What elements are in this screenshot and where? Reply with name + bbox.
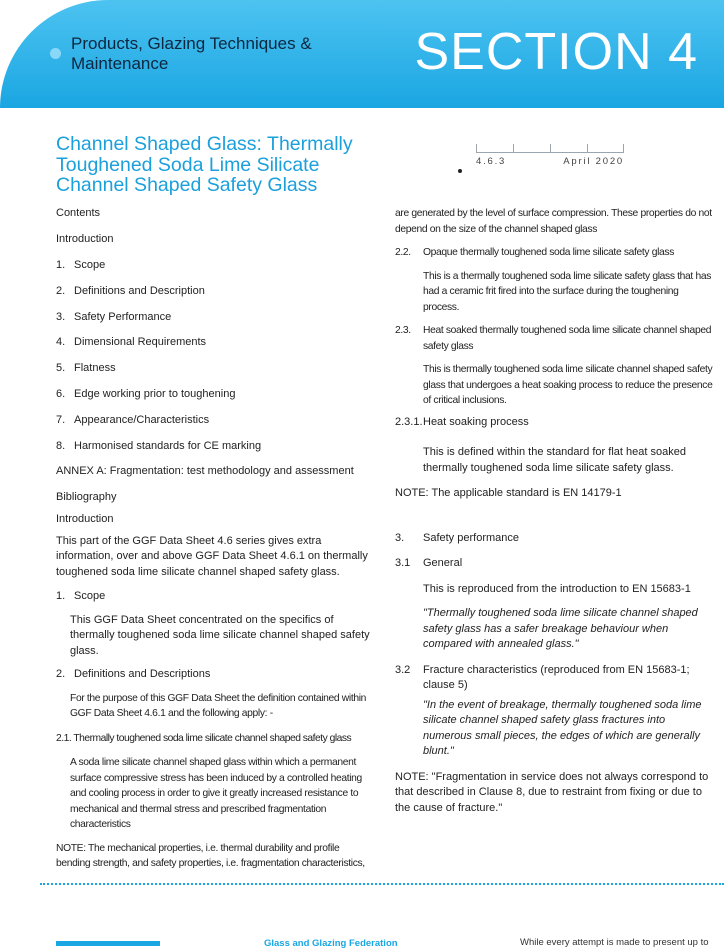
bullet-dot-icon [50,48,61,59]
contents-item-number: 3. [56,310,66,323]
contents-item[interactable] [56,258,376,284]
section-header-banner [0,0,724,108]
footer-organisation: Glass and Glazing Federation [264,938,398,949]
contents-item-label: Safety Performance [74,310,172,323]
scope-text: This GGF Data Sheet concentrated on the specifics of thermally toughened soda lime silicate channel shaped safety glass. [70,613,370,657]
contents-item[interactable] [56,284,376,310]
contents-item[interactable] [56,387,376,413]
footer-divider [40,883,724,885]
section-2-3-1-title: Heat soaking process [423,415,529,428]
section-3-2-number: 3.2 [395,663,411,676]
contents-item[interactable] [56,413,376,439]
footer-disclaimer: While every attempt is made to present up to [520,937,709,948]
section-2-2-heading [395,245,717,261]
contents-item-label: Definitions and Description [74,284,205,297]
section-2-1-heading: 2.1. Thermally toughened soda lime silicate channel shaped safety glass [56,732,352,744]
section-3-2-title: Fracture characteristics (reproduced from EN 15683-1; clause 5) [423,663,690,691]
document-date: April 2020 [563,156,624,167]
contents-item-label: Scope [74,259,106,271]
contents-item[interactable] [56,310,376,336]
contents-item-number: 8. [56,439,66,452]
contents-item-number: 1. [56,259,66,271]
contents-item-label: Flatness [74,362,116,375]
section-2-1-text: A soda lime silicate channel shaped glass within which a permanent surface compressive stress has been induced by a controlled heating and cooling process in order to give it greatly increased resistance to mechanical and thermal stress and prescribed fragmentation characteristics [70,757,362,831]
contents-item-number: 5. [56,362,66,375]
document-title: Channel Shaped Glass: Thermally Toughened Soda Lime Silicate Channel Shaped Safety Glass [56,133,353,196]
contents-bibliography-link[interactable]: Bibliography [56,491,117,504]
contents-list [56,258,376,464]
section-2-3-heading [395,323,717,354]
contents-item-number: 2. [56,284,66,297]
section-2-2-text: This is a thermally toughened soda lime silicate safety glass that has had a ceramic frit fired into the surface during the toughening process. [423,270,711,313]
footer-accent-bar [56,941,160,946]
ruler-decoration [476,143,624,153]
definitions-heading [56,667,376,683]
section-2-3-number: 2.3. [395,325,411,336]
section-3-1-text: This is reproduced from the introduction to EN 15683-1 [423,582,691,595]
note-fragmentation-in-service: NOTE: "Fragmentation in service does not always correspond to that described in Clause 8, due to restraint from fixing or due to the cause of fracture." [395,770,709,814]
definitions-title: Definitions and Descriptions [74,668,211,681]
note-applicable-standard: NOTE: The applicable standard is EN 14179-1 [395,487,622,499]
section-3-2-heading [395,663,717,694]
definitions-text: For the purpose of this GGF Data Sheet the definition contained within GGF Data Sheet 4.6.1 and the following apply: - [70,692,367,720]
definitions-number: 2. [56,668,66,681]
section-2-3-title: Heat soaked thermally toughened soda lime silicate channel shaped safety glass [423,325,712,352]
contents-intro-link[interactable]: Introduction [56,233,114,245]
contents-item-label: Harmonised standards for CE marking [74,439,262,452]
scope-title: Scope [74,590,106,603]
contents-annex-link[interactable]: ANNEX A: Fragmentation: test methodology and assessment [56,465,354,478]
scope-number: 1. [56,590,66,603]
section-2-2-title: Opaque thermally toughened soda lime silicate safety glass [423,247,675,258]
scope-heading [56,589,376,605]
note-mechanical-properties: NOTE: The mechanical properties, i.e. thermal durability and profile bending strength, and safety properties, i.e. fragmentation characteristics, [56,842,365,870]
section-3-1-heading [395,556,717,572]
note-mechanical-properties-continued: are generated by the level of surface compression. These properties do not depend on the size of the channel shaped glass [395,208,712,235]
section-2-3-text: This is thermally toughened soda lime silicate channel shaped safety glass that undergoes a heat soaking process to reduce the presence of critical inclusions. [423,364,713,406]
left-column [56,206,376,872]
dot-marker-icon [458,169,462,173]
contents-item[interactable] [56,439,376,465]
contents-item-number: 6. [56,387,66,400]
section-3-title: Safety performance [423,531,519,544]
contents-item-label: Appearance/Characteristics [74,413,210,426]
contents-item-label: Dimensional Requirements [74,336,207,349]
introduction-text: This part of the GGF Data Sheet 4.6 series gives extra information, over and above GGF Data Sheet 4.6.1 on thermally toughened soda lime silicate channel shaped safety glass. [56,534,368,578]
right-column [395,206,717,816]
section-3-1-quote: "Thermally toughened soda lime silicate channel shaped safety glass has a safer breakage behaviour when compared with annealed glass." [423,607,698,650]
document-number: 4.6.3 [476,156,507,167]
contents-item-number: 4. [56,336,66,349]
section-3-number: 3. [395,531,405,544]
section-2-3-1-heading [395,415,717,431]
contents-heading: Contents [56,207,101,219]
section-2-3-1-text: This is defined within the standard for flat heat soaked thermally toughened soda lime silicate safety glass. [423,446,686,474]
section-3-1-title: General [423,557,463,569]
contents-item-number: 7. [56,413,66,426]
document-reference [476,156,624,167]
section-3-1-number: 3.1 [395,557,411,569]
header-subtitle: Products, Glazing Techniques & Maintenance [71,34,312,73]
contents-item[interactable] [56,335,376,361]
contents-item-label: Edge working prior to toughening [74,387,236,400]
section-3-heading [395,531,717,547]
section-2-3-1-number: 2.3.1. [395,415,423,428]
section-2-2-number: 2.2. [395,247,411,258]
contents-item[interactable] [56,361,376,387]
section-3-2-quote: "In the event of breakage, thermally toughened soda lime silicate channel shaped safety glass fractures into numerous small pieces, the edges of which are generally blunt." [423,698,702,757]
section-number: SECTION 4 [414,23,698,81]
introduction-heading: Introduction [56,513,114,526]
